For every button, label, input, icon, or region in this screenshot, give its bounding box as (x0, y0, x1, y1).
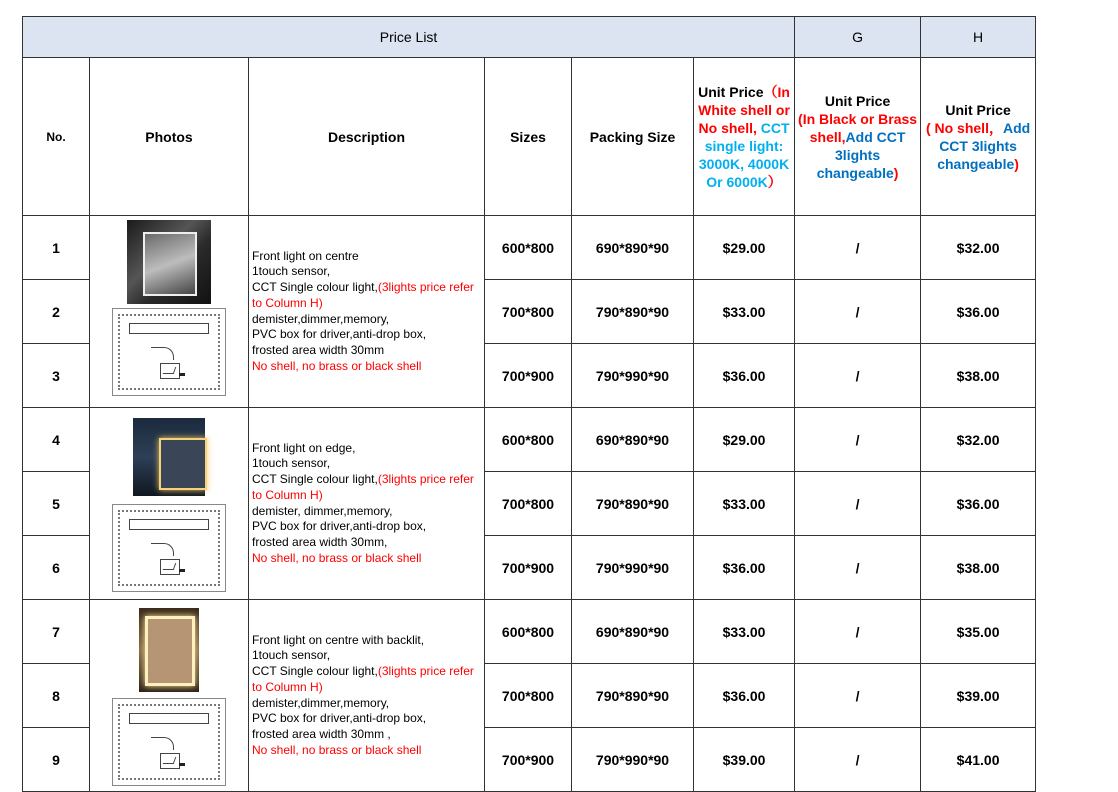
price-cell: $36.00 (694, 664, 795, 728)
unit-price-g-close: ) (893, 164, 899, 181)
packing-cell: 790*890*90 (572, 280, 694, 344)
packing-cell: 790*890*90 (572, 472, 694, 536)
size-cell: 600*800 (485, 216, 572, 280)
header-row (23, 58, 1036, 216)
price-h-cell: $35.00 (921, 600, 1036, 664)
desc-line: Front light on centre with backlit, (252, 632, 425, 647)
price-cell: $36.00 (694, 536, 795, 600)
unit-price-g-shell-note: (In Black or Brass shell, (798, 110, 918, 145)
row-no: 9 (23, 728, 90, 792)
header-photos: Photos (90, 58, 249, 216)
unit-price-shell-note: （In White shell or No shell, (698, 83, 790, 136)
price-g-cell: / (795, 536, 921, 600)
title-row (23, 17, 1036, 58)
row-no: 6 (23, 536, 90, 600)
size-cell: 700*800 (485, 664, 572, 728)
price-h-cell: $32.00 (921, 216, 1036, 280)
photo-cell (90, 600, 249, 792)
price-g-cell: / (795, 472, 921, 536)
desc-line: PVC box for driver,anti-drop box, (252, 519, 427, 534)
header-no: No. (23, 58, 90, 216)
packing-cell: 690*890*90 (572, 600, 694, 664)
desc-line: 1touch sensor, (252, 264, 331, 279)
price-cell: $29.00 (694, 408, 795, 472)
price-g-cell: / (795, 408, 921, 472)
column-h-label: H (921, 17, 1036, 58)
description-cell (249, 408, 485, 600)
desc-line: frosted area width 30mm , (252, 726, 391, 741)
desc-line: PVC box for driver,anti-drop box, (252, 711, 427, 726)
table-row (23, 216, 1036, 280)
desc-line: demister,dimmer,memory, (252, 695, 390, 710)
row-no: 4 (23, 408, 90, 472)
photo-cell (90, 216, 249, 408)
unit-price-h-label: Unit Price (945, 101, 1011, 118)
mirror-diagram (112, 504, 226, 592)
unit-price-h-close: ) (1014, 155, 1019, 172)
packing-cell: 690*890*90 (572, 216, 694, 280)
unit-price-cct-note: CCT single light: 3000K, 4000K Or 6000K (698, 119, 790, 190)
desc-line: frosted area width 30mm (252, 342, 385, 357)
header-sizes: Sizes (485, 58, 572, 216)
mirror-photo (133, 418, 205, 496)
header-packing-size: Packing Size (572, 58, 694, 216)
desc-line: PVC box for driver,anti-drop box, (252, 327, 427, 342)
price-h-cell: $38.00 (921, 344, 1036, 408)
desc-line: CCT Single colour light, (252, 472, 378, 487)
photo-cell (90, 408, 249, 600)
desc-line: 1touch sensor, (252, 648, 331, 663)
description-cell (249, 216, 485, 408)
size-cell: 700*800 (485, 280, 572, 344)
row-no: 5 (23, 472, 90, 536)
price-cell: $39.00 (694, 728, 795, 792)
header-unit-price-g (795, 58, 921, 216)
size-cell: 700*900 (485, 728, 572, 792)
desc-line: Front light on centre (252, 248, 359, 263)
price-h-cell: $39.00 (921, 664, 1036, 728)
mirror-diagram (112, 698, 226, 786)
price-h-cell: $41.00 (921, 728, 1036, 792)
price-cell: $33.00 (694, 472, 795, 536)
row-no: 3 (23, 344, 90, 408)
desc-shell-note: No shell, no brass or black shell (252, 358, 422, 373)
price-list-table (22, 16, 1036, 792)
table-row (23, 408, 1036, 472)
packing-cell: 790*890*90 (572, 664, 694, 728)
price-g-cell: / (795, 728, 921, 792)
price-h-cell: $38.00 (921, 536, 1036, 600)
packing-cell: 690*890*90 (572, 408, 694, 472)
unit-price-h-shell-note: ( No shell， (925, 119, 1003, 136)
header-description: Description (249, 58, 485, 216)
desc-shell-note: No shell, no brass or black shell (252, 550, 422, 565)
size-cell: 600*800 (485, 600, 572, 664)
unit-price-g-cct-note: Add CCT 3lights changeable (816, 128, 906, 181)
packing-cell: 790*990*90 (572, 536, 694, 600)
price-h-cell: $32.00 (921, 408, 1036, 472)
size-cell: 700*800 (485, 472, 572, 536)
desc-shell-note: No shell, no brass or black shell (252, 742, 422, 757)
row-no: 8 (23, 664, 90, 728)
price-g-cell: / (795, 600, 921, 664)
price-g-cell: / (795, 664, 921, 728)
desc-line: CCT Single colour light, (252, 280, 378, 295)
packing-cell: 790*990*90 (572, 344, 694, 408)
size-cell: 600*800 (485, 408, 572, 472)
column-g-label: G (795, 17, 921, 58)
desc-note: (3lights price refer to Column H) (252, 472, 474, 502)
price-g-cell: / (795, 216, 921, 280)
description-cell (249, 600, 485, 792)
price-cell: $29.00 (694, 216, 795, 280)
desc-line: 1touch sensor, (252, 456, 331, 471)
desc-line: demister, dimmer,memory, (252, 503, 393, 518)
table-row (23, 600, 1036, 664)
price-cell: $36.00 (694, 344, 795, 408)
desc-line: demister,dimmer,memory, (252, 311, 390, 326)
mirror-photo (139, 608, 199, 692)
mirror-diagram (112, 308, 226, 396)
row-no: 7 (23, 600, 90, 664)
desc-line: frosted area width 30mm, (252, 534, 388, 549)
desc-line: Front light on edge, (252, 440, 356, 455)
price-cell: $33.00 (694, 280, 795, 344)
desc-line: CCT Single colour light, (252, 664, 378, 679)
price-list-title: Price List (23, 17, 795, 58)
price-h-cell: $36.00 (921, 472, 1036, 536)
price-g-cell: / (795, 280, 921, 344)
price-cell: $33.00 (694, 600, 795, 664)
mirror-photo (127, 220, 211, 304)
packing-cell: 790*990*90 (572, 728, 694, 792)
row-no: 2 (23, 280, 90, 344)
unit-price-h-cct-note: Add CCT 3lights changeable (937, 119, 1031, 172)
size-cell: 700*900 (485, 536, 572, 600)
desc-note: (3lights price refer to Column H) (252, 280, 474, 310)
row-no: 1 (23, 216, 90, 280)
desc-note: (3lights price refer to Column H) (252, 664, 474, 694)
unit-price-g-label: Unit Price (824, 92, 891, 109)
unit-price-label: Unit Price (698, 83, 764, 100)
price-h-cell: $36.00 (921, 280, 1036, 344)
unit-price-close: ） (767, 173, 782, 190)
header-unit-price (694, 58, 795, 216)
size-cell: 700*900 (485, 344, 572, 408)
price-g-cell: / (795, 344, 921, 408)
header-unit-price-h (921, 58, 1036, 216)
